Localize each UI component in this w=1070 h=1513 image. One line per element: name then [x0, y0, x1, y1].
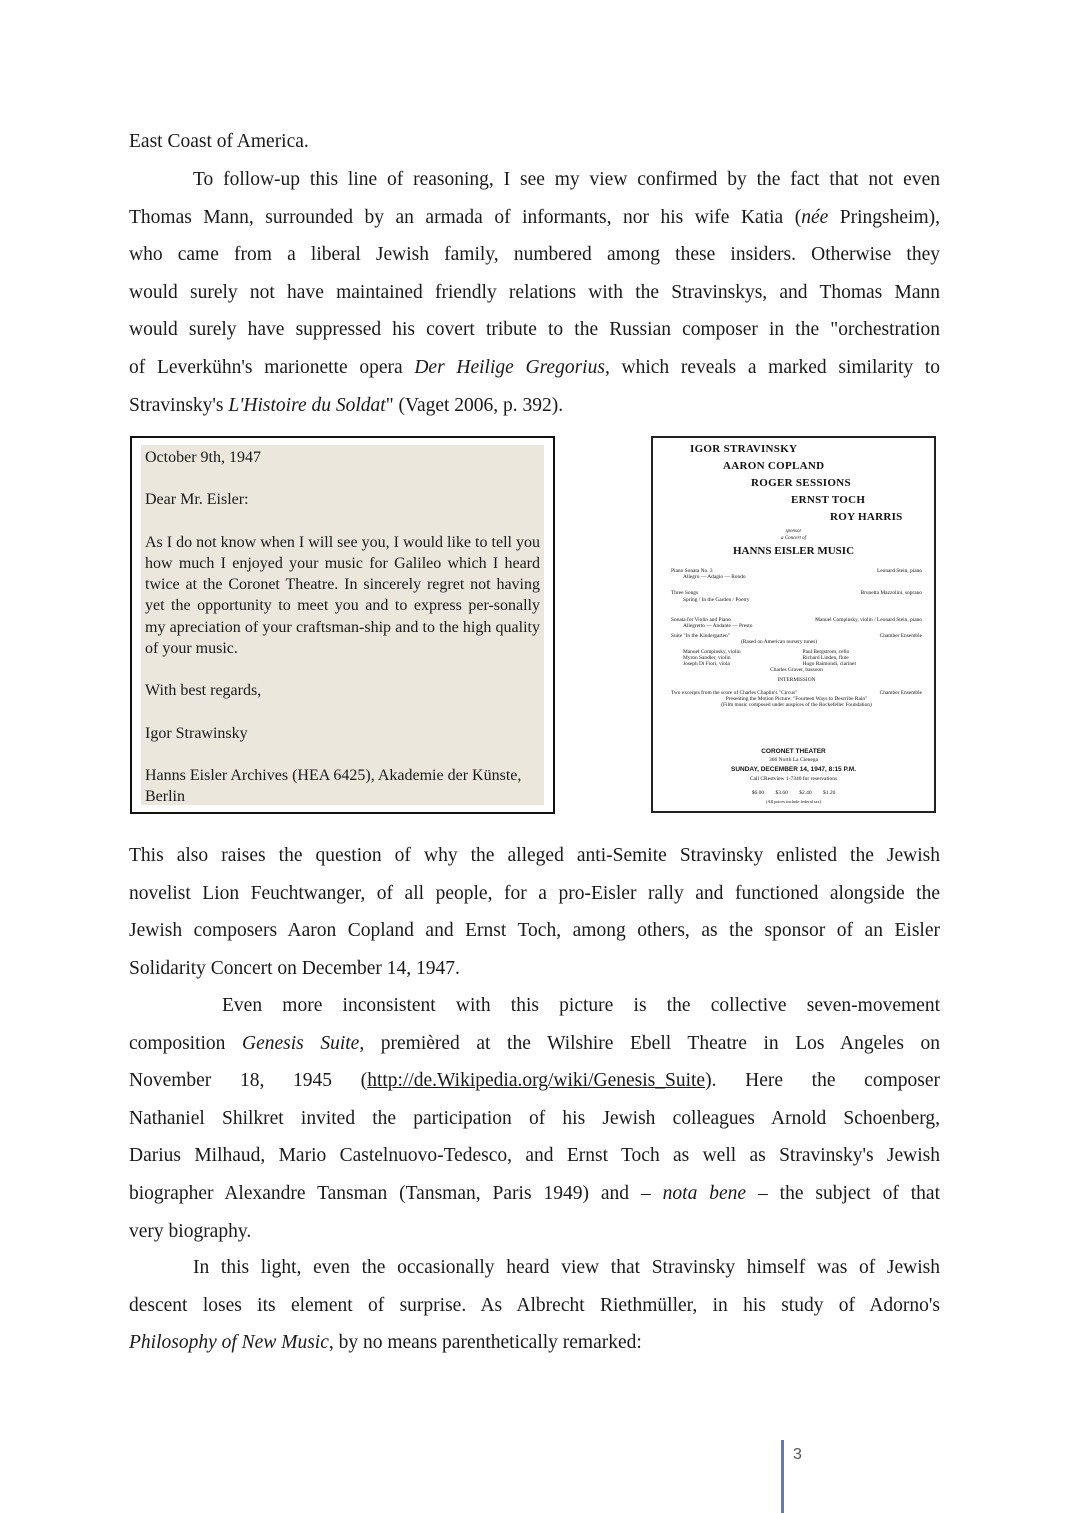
poster-name: ROGER SESSIONS — [751, 477, 851, 489]
letter-quote-box — [130, 436, 555, 814]
program-film: Presenting the Motion Picture: "Fourteen Ways to Describe Rain" — [725, 695, 868, 702]
text-line: novelist Lion Feuchtwanger, of all people, for a pro-Eisler rally and functioned alongside the — [129, 882, 940, 904]
text-line: East Coast of America. — [129, 131, 309, 152]
program-performer: Leonard Stein, piano — [876, 568, 922, 574]
concert-poster — [651, 436, 936, 813]
poster-name: ROY HARRIS — [830, 511, 903, 523]
program-performer: Chamber Ensemble — [879, 633, 922, 640]
text-line: would surely not have maintained friendly relations with the Stravinskys, and Thomas Mann — [129, 281, 940, 303]
price: $3.60 — [775, 790, 788, 796]
paragraph-thomas-mann — [129, 161, 940, 424]
poster-concert-of: a Concert of — [781, 536, 806, 541]
letter-text: As I do not know when I will see you, I would like to tell you how much I enjoyed your music for Galileo which I heard twice at the Coronet Theatre. In sincerely regret not having yet the opportunity to meet you and to express per-sonally my apreciation of your craftsman-ship and to the high quality of your music. — [145, 533, 540, 657]
program-work: Piano Sonata No. 3 — [671, 568, 713, 574]
program-performer: Brunetta Mazzolini, soprano — [860, 590, 922, 597]
letter-body — [141, 445, 544, 805]
program-performer: Manuel Compinsky, violin / Leonard Stein, piano — [815, 616, 922, 623]
letter-salutation: Dear Mr. Eisler: — [145, 491, 249, 509]
paragraph-stravinsky-question — [129, 837, 940, 987]
poster-datetime: SUNDAY, DECEMBER 14, 1947, 8:15 P.M. — [731, 766, 856, 773]
ensemble-list — [671, 649, 922, 668]
page-number: 3 — [793, 1446, 802, 1463]
paragraph-continuation — [129, 123, 940, 161]
text-line: Darius Milhaud, Mario Castelnuovo-Tedesco, and Ernst Toch as well as Stravinsky's Jewish — [129, 1145, 940, 1167]
text-line: In this light, even the occasionally heard view that Stravinsky himself was of Jewish — [193, 1257, 940, 1278]
text-line: biographer Alexandre Tansman (Tansman, Paris 1949) and – nota bene – the subject of that — [129, 1182, 940, 1204]
ensemble-member: Paul Bergstrom, cello — [802, 648, 850, 655]
poster-address: 366 North La Cienega — [768, 757, 819, 763]
poster-headline: HANNS EISLER MUSIC — [732, 545, 855, 557]
program-film-note: (Film music composed under auspices of the Rockefeller Foundation) — [721, 702, 872, 709]
poster-prices — [653, 790, 934, 796]
text-line: would surely have suppressed his covert tribute to the Russian composer in the "orchestration — [129, 319, 940, 341]
text-line: who came from a liberal Jewish family, numbered among these insiders. Otherwise they — [129, 244, 940, 266]
poster-venue: CORONET THEATER — [761, 748, 826, 755]
text-line: Thomas Mann, surrounded by an armada of informants, nor his wife Katia (née Pringsheim), — [129, 206, 940, 228]
poster-sponsor-label: sponsor — [785, 529, 802, 534]
poster-reservations: Call CRestview 1-7340 for reservations — [749, 776, 838, 782]
text-line: very biography. — [129, 1220, 252, 1242]
program-movements: Allegretto — Andante — Presto — [683, 623, 753, 630]
program-work: Sonata for Violin and Piano — [671, 616, 731, 623]
text-line: Even more inconsistent with this picture is the collective seven-movement — [222, 995, 940, 1016]
ensemble-member: Hugo Raimondi, clarinet — [802, 661, 856, 668]
letter-date: October 9th, 1947 — [145, 449, 261, 466]
ensemble-member: Joseph Di Fiori, viola — [683, 661, 730, 668]
page-number-rule — [781, 1440, 784, 1513]
letter-closing: With best regards, — [145, 682, 262, 700]
text-line: Stravinsky's L'Histoire du Soldat" (Vaget 2006, p. 392). — [129, 394, 564, 416]
letter-signature: Igor Strawinsky — [145, 724, 248, 742]
program-work: Three Songs — [671, 590, 699, 597]
ensemble-member: Richard Linden, flute — [802, 654, 849, 661]
poster-intermission: INTERMISSION — [777, 677, 816, 684]
poster-name: IGOR STRAVINSKY — [690, 443, 798, 455]
text-line: Jewish composers Aaron Copland and Ernst Toch, among others, as the sponsor of an Eisler — [129, 920, 940, 942]
program-work: Suite "In the Kindergarten" — [671, 633, 730, 640]
poster-tax-note: (All prices include federal tax) — [765, 799, 822, 804]
program-movements: Spring / In the Garden / Poetry — [683, 596, 750, 603]
paragraph-jewish-descent — [129, 1249, 940, 1362]
text-line: composition Genesis Suite, premièred at the Wilshire Ebell Theatre in Los Angeles on — [129, 1032, 940, 1054]
text-line: Nathaniel Shilkret invited the participation of his Jewish colleagues Arnold Schoenberg, — [129, 1107, 940, 1129]
text-line: descent loses its element of surprise. As Albrecht Riethmüller, in his study of Adorno's — [129, 1294, 940, 1316]
poster-name: AARON COPLAND — [723, 460, 825, 472]
text-line: of Leverkühn's marionette opera Der Heilige Gregorius, which reveals a marked similarity to — [129, 356, 940, 378]
poster-name: ERNST TOCH — [791, 494, 866, 506]
paragraph-genesis-suite — [129, 987, 940, 1250]
ensemble-member: Charles Graver, bassoon — [770, 667, 823, 674]
letter-source: Hanns Eisler Archives (HEA 6425), Akademie der Künste, Berlin — [145, 766, 522, 806]
ensemble-member: Myron Sandler, violin — [683, 654, 731, 661]
text-line: To follow-up this line of reasoning, I see my view confirmed by the fact that not even — [193, 169, 940, 190]
price: $1.20 — [822, 790, 836, 796]
program-performer: Chamber Ensemble — [879, 689, 922, 696]
ensemble-member: Manuel Compinsky, violin — [683, 648, 741, 655]
text-line: This also raises the question of why the alleged anti-Semite Stravinsky enlisted the Jewish — [129, 845, 940, 866]
text-line: Philosophy of New Music, by no means parenthetically remarked: — [129, 1332, 642, 1354]
program-movements: Allegro — Adagio — Rondo — [683, 574, 746, 581]
text-line: November 18, 1945 (http://de.Wikipedia.org/wiki/Genesis_Suite). Here the composer — [129, 1070, 940, 1092]
program-note: (Based on American nursery tunes) — [741, 639, 818, 646]
price: $2.40 — [799, 790, 812, 796]
wikipedia-link[interactable]: http://de.Wikipedia.org/wiki/Genesis_Suite — [367, 1070, 706, 1092]
poster-program — [671, 568, 922, 708]
program-work: Two excerpts from the score of Charles Chaplin's "Circus" — [671, 689, 798, 696]
price: $6.00 — [751, 790, 765, 796]
text-line: Solidarity Concert on December 14, 1947. — [129, 957, 460, 979]
